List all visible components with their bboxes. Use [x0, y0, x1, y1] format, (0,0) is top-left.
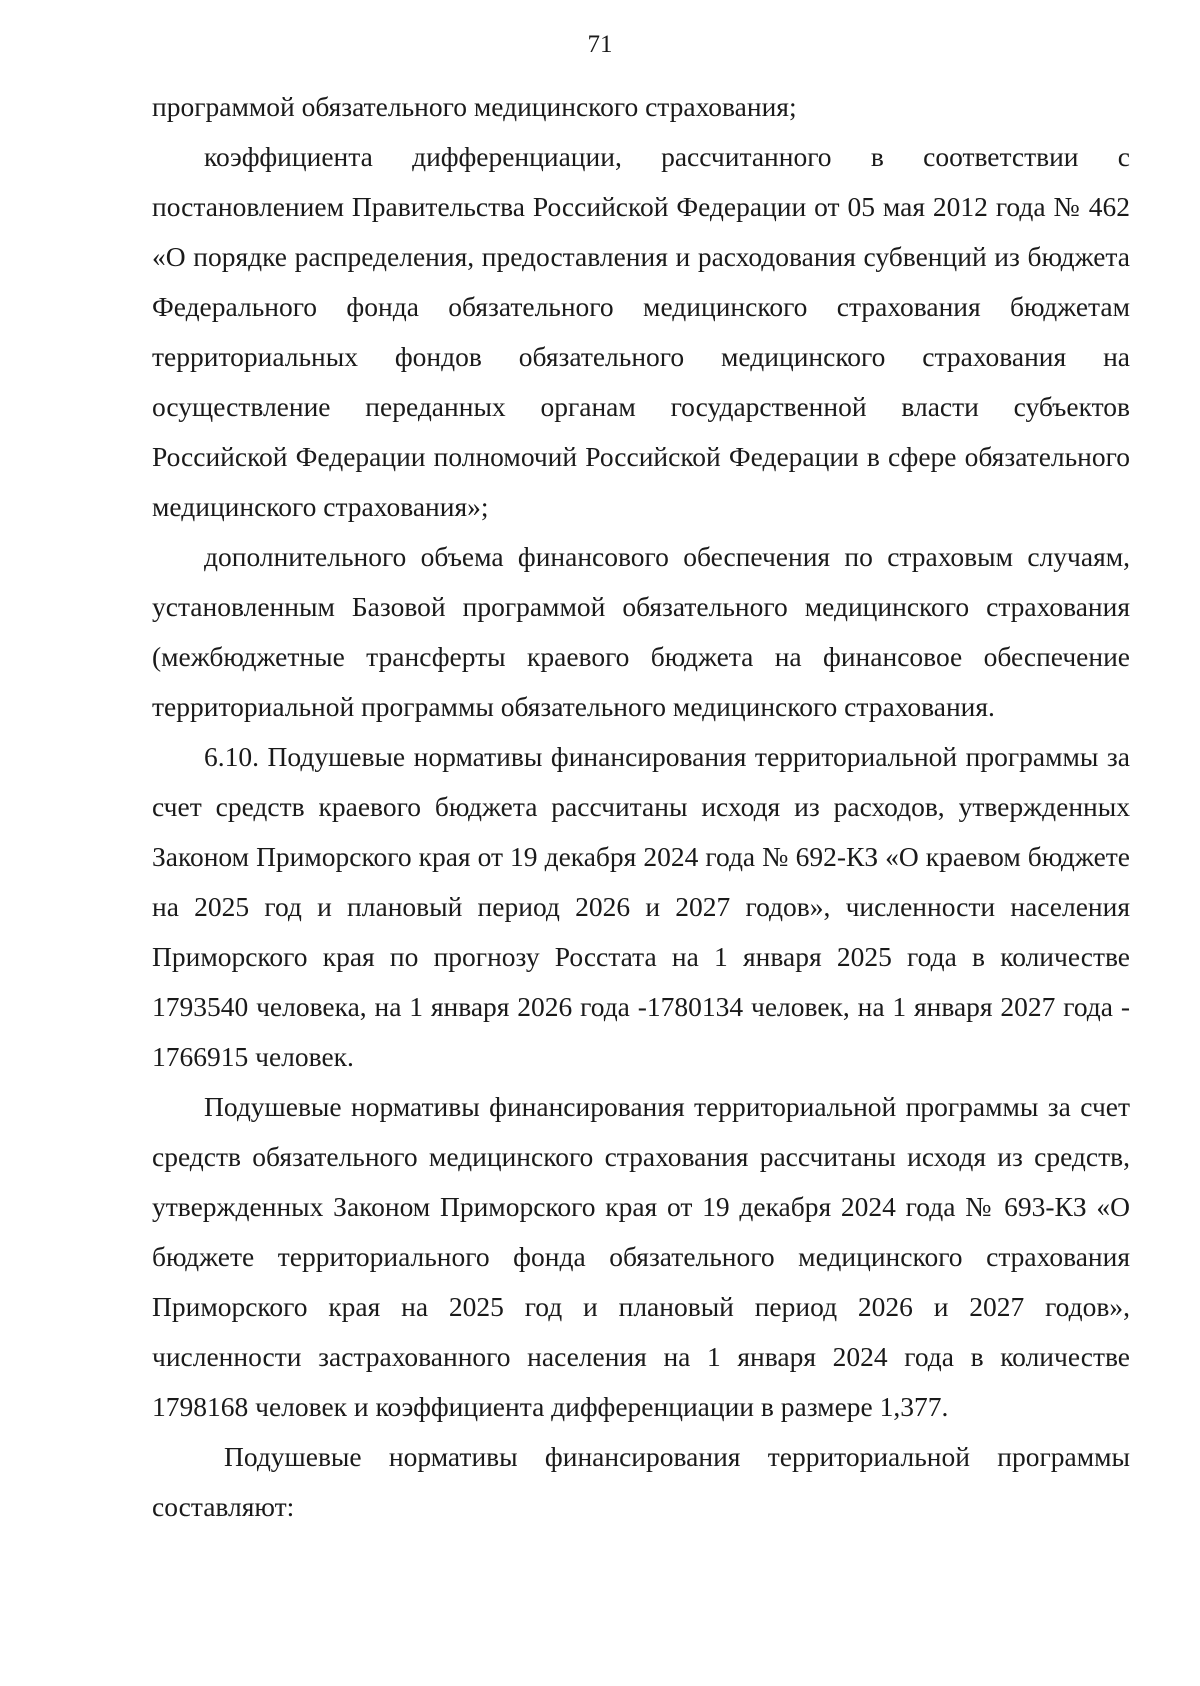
document-body	[152, 82, 1130, 1532]
paragraph-6-10: 6.10. Подушевые нормативы финансирования территориальной программы за счет средств краевого бюджета рассчитаны исходя из расходов, утвержденных Законом Приморского края от 19 декабря 2024 года № 692-КЗ «О краевом бюджете на 2025 год и плановый период 2026 и 2027 годов», численности населения Приморского края по прогнозу Росстата на 1 января 2025 года в количестве 1793540 человека, на 1 января 2026 года -1780134 человек, на 1 января 2027 года - 1766915 человек.	[152, 741, 1130, 1072]
paragraph-standards-list-intro: Подушевые нормативы финансирования территориальной программы составляют:	[152, 1441, 1130, 1522]
paragraph-differentiation-coefficient: коэффициента дифференциации, рассчитанного в соответствии с постановлением Правительства Российской Федерации от 05 мая 2012 года № 462 «О порядке распределения, предоставления и расходования субвенций из бюджета Федерального фонда обязательного медицинского страхования бюджетам территориальных фондов обязательного медицинского страхования на осуществление переданных органам государственной власти субъектов Российской Федерации полномочий Российской Федерации в сфере обязательного медицинского страхования»;	[152, 141, 1130, 522]
paragraph-additional-volume: дополнительного объема финансового обеспечения по страховым случаям, установленным Базовой программой обязательного медицинского страхования (межбюджетные трансферты краевого бюджета на финансовое обеспечение территориальной программы обязательного медицинского страхования.	[152, 541, 1130, 722]
paragraph-continuation: программой обязательного медицинского страхования;	[152, 91, 797, 122]
page-number: 71	[587, 31, 613, 58]
paragraph-oms-standards: Подушевые нормативы финансирования территориальной программы за счет средств обязательного медицинского страхования рассчитаны исходя из средств, утвержденных Законом Приморского края от 19 декабря 2024 года № 693-КЗ «О бюджете территориального фонда обязательного медицинского страхования Приморского края на 2025 год и плановый период 2026 и 2027 годов», численности застрахованного населения на 1 января 2024 года в количестве 1798168 человек и коэффициента дифференциации в размере 1,377.	[152, 1091, 1130, 1422]
